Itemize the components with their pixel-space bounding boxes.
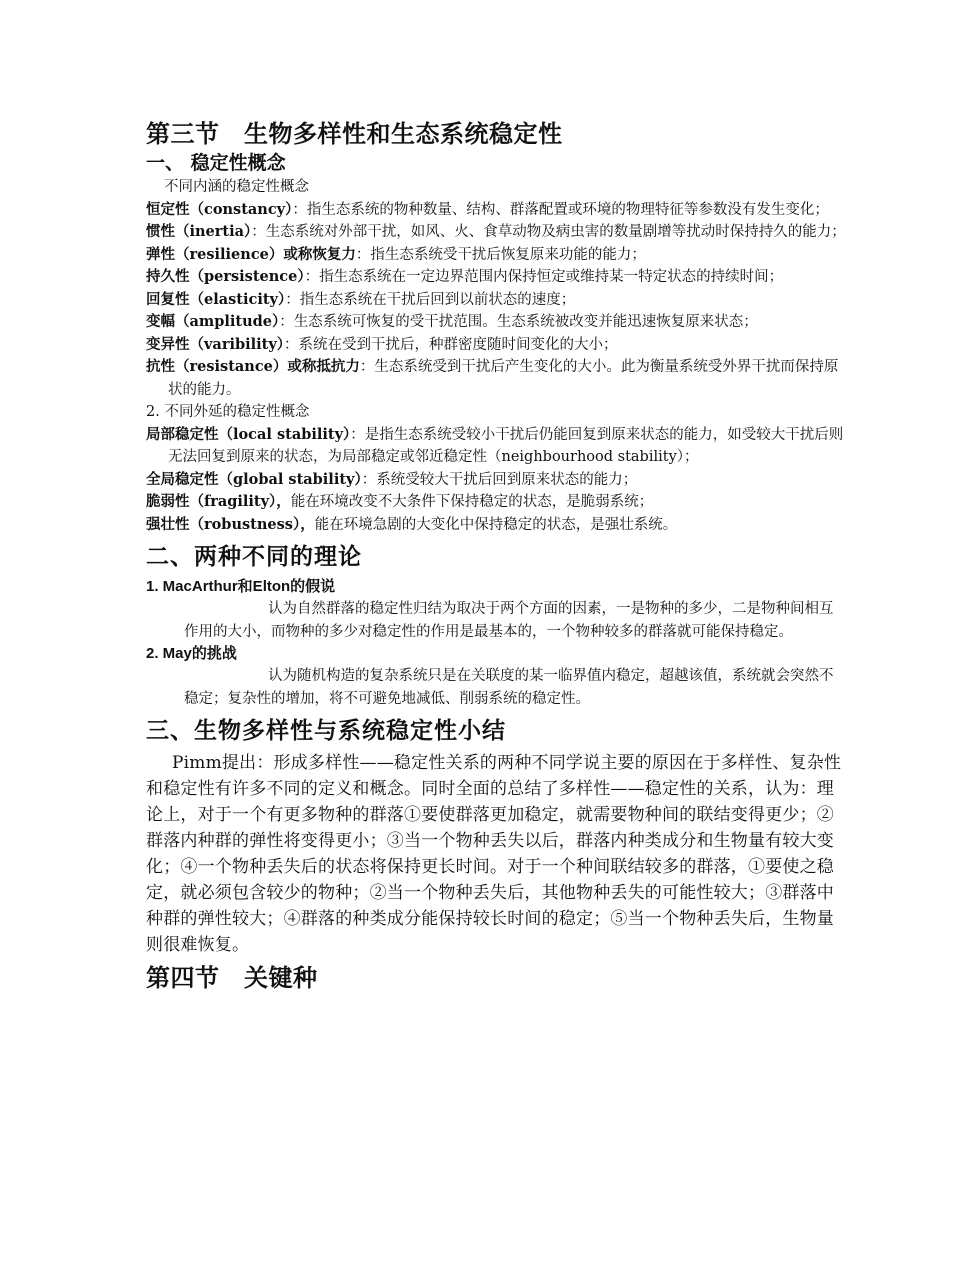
term: 回复性（elasticity） — [146, 290, 286, 308]
definition-robustness — [146, 514, 846, 537]
definition-resistance — [146, 356, 846, 401]
part-3-heading: 三、生物多样性与系统稳定性小结 — [146, 717, 506, 744]
definition-constancy — [146, 199, 846, 222]
term: 弹性（resilience）或称恢复力 — [146, 245, 356, 263]
term: 脆弱性（fragility）， — [146, 493, 291, 510]
subheading-connotation: 不同内涵的稳定性概念 — [164, 179, 309, 195]
term: 全局稳定性（global stability） — [146, 470, 362, 488]
term: 变幅（amplitude） — [146, 313, 280, 330]
part-2-heading: 二、两种不同的理论 — [146, 543, 362, 570]
term: 变异性（varibility） — [146, 335, 285, 353]
definition-local-stability — [146, 424, 846, 469]
theory-2-text: 认为随机构造的复杂系统只是在关联度的某一临界值内稳定，超越该值，系统就会突然不稳定；复杂性的增加，将不可避免地减低、削弱系统的稳定性。 — [184, 668, 834, 707]
definition-text: ：生态系统受到干扰后产生变化的大小。此为衡量系统受外界干扰而保持原状的能力。 — [168, 359, 839, 398]
summary-paragraph: Pimm提出：形成多样性——稳定性关系的两种不同学说主要的原因在于多样性、复杂性和稳定性有许多不同的定义和概念。同时全面的总结了多样性——稳定性的关系，认为：理论上，对于一个有更多物种的群落①要使群落更加稳定，就需要物种间的联结变得更少；②群落内种群的弹性将变得更小；③当一个物种丢失以后，群落内种类成分和生物量有较大变化；④一个物种丢失后的状态将保持更长时间。对于一个种间联结较多的群落，①要使之稳定，就必须包含较少的物种；②当一个物种丢失后，其他物种丢失的可能性较大；③群落中种群的弹性较大；④群落的种类成分能保持较长时间的稳定；⑤当一个物种丢失后，生物量则很难恢复。 — [146, 753, 842, 955]
definition-text: 能在环境急剧的大变化中保持稳定的状态，是强壮系统。 — [314, 516, 678, 533]
section-4-heading: 第四节 关键种 — [146, 963, 318, 992]
term: 局部稳定性（local stability） — [146, 425, 351, 443]
definition-fragility — [146, 491, 846, 514]
definition-global-stability — [146, 469, 846, 492]
definition-amplitude — [146, 311, 846, 334]
definition-text: ：生态系统对外部干扰，如风、火、食草动物及病虫害的数量剧增等扰动时保持持久的能力； — [251, 224, 846, 240]
definition-resilience — [146, 244, 846, 267]
term: 强壮性（robustness）， — [146, 515, 315, 533]
definition-text: 能在环境改变不大条件下保持稳定的状态，是脆弱系统； — [290, 494, 654, 510]
section-3-heading: 第三节 生物多样性和生态系统稳定性 — [146, 119, 563, 148]
document-page — [146, 118, 846, 994]
term: 恒定性（constancy） — [146, 200, 293, 218]
definition-text: ：系统在受到干扰后，种群密度随时间变化的大小； — [284, 336, 618, 353]
definition-text: ：系统受较大干扰后回到原来状态的能力； — [361, 471, 638, 488]
term: 惯性（inertia） — [146, 223, 252, 240]
definition-text: ：生态系统可恢复的受干扰范围。生态系统被改变并能迅速恢复原来状态； — [279, 314, 758, 330]
definition-text: ：指生态系统受干扰后恢复原来功能的能力； — [355, 246, 646, 263]
definition-text: ：指生态系统在干扰后回到以前状态的速度； — [285, 291, 576, 308]
theory-1-heading: 1. MacArthur和Elton的假说 — [146, 578, 336, 595]
definition-text: ：指生态系统的物种数量、结构、群落配置或环境的物理特征等参数没有发生变化； — [292, 201, 829, 218]
part-1-heading: 一、 稳定性概念 — [146, 152, 286, 174]
theory-2-heading: 2. May的挑战 — [146, 645, 237, 662]
definition-persistence — [146, 266, 846, 289]
definition-elasticity — [146, 289, 846, 312]
term: 抗性（resistance）或称抵抗力 — [146, 358, 360, 375]
definition-varibility — [146, 334, 846, 357]
definition-text: ：是指生态系统受较小干扰后仍能回复到原来状态的能力，如受较大干扰后则无法回复到原来的状态，为局部稳定或邻近稳定性（neighbourhood stability）； — [168, 426, 844, 465]
subheading-extension: 2. 不同外延的稳定性概念 — [146, 404, 310, 420]
term: 持久性（persistence） — [146, 268, 305, 285]
definition-text: ：指生态系统在一定边界范围内保持恒定或维持某一特定状态的持续时间； — [304, 269, 784, 285]
theory-1-text: 认为自然群落的稳定性归结为取决于两个方面的因素，一是物种的多少，二是物种间相互作用的大小，而物种的多少对稳定性的作用是最基本的，一个物种较多的群落就可能保持稳定。 — [184, 601, 834, 640]
definition-inertia — [146, 221, 846, 244]
